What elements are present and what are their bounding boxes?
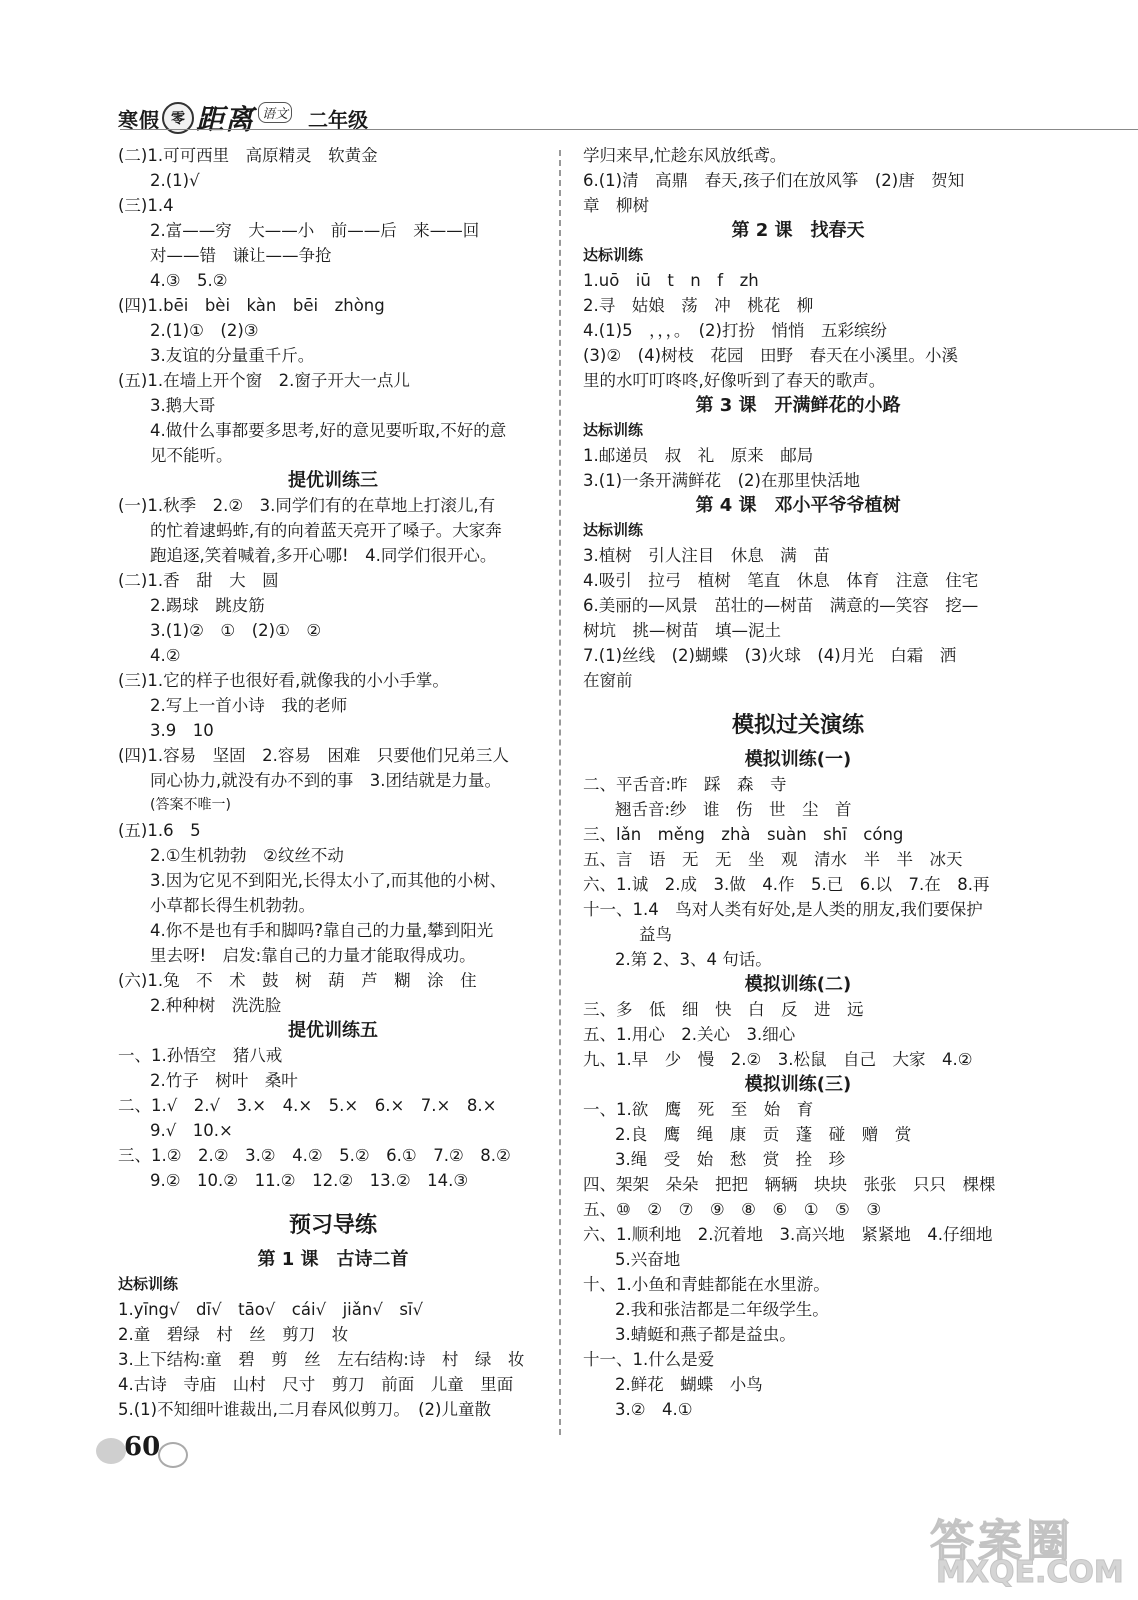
- left-answer-column: [118, 143, 548, 1422]
- book-brand-logo: [118, 98, 368, 138]
- answer-line: (3)② (4)树枝 花园 田野 春天在小溪里。小溪: [583, 346, 959, 365]
- answer-line: (一)1.秋季 2.② 3.同学们有的在草地上打滚儿,有: [118, 496, 496, 515]
- answer-line: 5.兴奋地: [615, 1250, 681, 1269]
- answer-line: 小草都长得生机勃勃。: [150, 896, 315, 915]
- answer-line: 三、lǎn měng zhà suàn shī cóng: [583, 825, 904, 844]
- answer-line: 1.yīng√ dī√ tāo√ cái√ jiǎn√ sī√: [118, 1300, 424, 1319]
- bird-icon: [96, 1438, 126, 1464]
- answer-line: 章 柳树: [583, 196, 649, 215]
- right-answer-column: [583, 143, 1013, 1422]
- answer-line: 1.邮递员 叔 礼 原来 邮局: [583, 446, 814, 465]
- answer-line: 五、言 语 无 无 坐 观 清水 半 半 冰天: [583, 850, 963, 869]
- answer-line: 十、1.小鱼和青蛙都能在水里游。: [583, 1275, 830, 1294]
- subsection-label: 达标训练: [583, 521, 644, 539]
- answer-line: 5.(1)不知细叶谁裁出,二月春风似剪刀。 (2)儿童散: [118, 1400, 491, 1419]
- answer-line: 见不能听。: [150, 446, 233, 465]
- answer-line: 同心协力,就没有办不到的事 3.团结就是力量。: [150, 771, 501, 790]
- answer-line: 3.友谊的分量重千斤。: [150, 346, 315, 365]
- answer-line: 4.吸引 拉弓 植树 笔直 休息 体育 注意 住宅: [583, 571, 979, 590]
- answer-line: 3.蜻蜓和燕子都是益虫。: [615, 1325, 796, 1344]
- spacer: [118, 1193, 548, 1205]
- answer-line: 2.(1)① (2)③: [150, 321, 259, 340]
- watermark-logo: [930, 1505, 1130, 1600]
- answer-line: 跑追逐,笑着喊着,多开心哪! 4.同学们很开心。: [150, 546, 497, 565]
- answer-line: 2.踢球 跳皮筋: [150, 596, 265, 615]
- answer-line: 学归来早,忙趁东风放纸鸢。: [583, 146, 787, 165]
- answer-line: 六、1.诚 2.成 3.做 4.作 5.已 6.以 7.在 8.再: [583, 875, 990, 894]
- answer-line: 2.富——穷 大——小 前——后 来——回: [150, 221, 480, 240]
- answer-line: 三、多 低 细 快 白 反 进 远: [583, 1000, 864, 1019]
- section-heading: 第 3 课 开满鲜花的小路: [695, 395, 901, 416]
- answer-line: 二、平舌音:昨 踩 森 寺: [583, 775, 787, 794]
- answer-line: 益鸟: [639, 925, 672, 944]
- grade-label: 二年级: [308, 107, 369, 132]
- answer-line: 3.(1)一条开满鲜花 (2)在那里快活地: [583, 471, 860, 490]
- answer-line: 3.9 10: [150, 721, 214, 740]
- answer-line: (三)1.它的样子也很好看,就像我的小小手掌。: [118, 671, 449, 690]
- answer-line: (三)1.4: [118, 196, 174, 215]
- answer-line: (六)1.兔 不 术 鼓 树 葫 芦 糊 涂 住: [118, 971, 477, 990]
- answer-line: 2.寻 姑娘 荡 冲 桃花 柳: [583, 296, 814, 315]
- answer-line: 3.植树 引人注目 休息 满 苗: [583, 546, 830, 565]
- answer-line: 翘舌音:纱 谁 伤 世 尘 首: [615, 800, 852, 819]
- answer-line: (四)1.容易 坚固 2.容易 困难 只要他们兄弟三人: [118, 746, 509, 765]
- answer-line: 六、1.顺利地 2.沉着地 3.高兴地 紧紧地 4.仔细地: [583, 1225, 993, 1244]
- brand-subject: 语文: [258, 102, 292, 123]
- answer-line: 4.古诗 寺庙 山村 尺寸 剪刀 前面 儿童 里面: [118, 1375, 514, 1394]
- answer-line: 4.做什么事都要多思考,好的意见要听取,不好的意: [150, 421, 507, 440]
- header-divider: [120, 129, 1138, 130]
- answer-line: 2.鲜花 蝴蝶 小鸟: [615, 1375, 763, 1394]
- answer-line: 一、1.孙悟空 猪八戒: [118, 1046, 283, 1065]
- answer-line: 1.uō iū t n f zh: [583, 271, 759, 290]
- answer-line: 3.鹅大哥: [150, 396, 216, 415]
- section-heading: 提优训练三: [288, 470, 378, 491]
- answer-line: (二)1.可可西里 高原精灵 软黄金: [118, 146, 378, 165]
- answer-line: 2.我和张洁都是二年级学生。: [615, 1300, 829, 1319]
- answer-line: 一、1.欲 鹰 死 至 始 育: [583, 1100, 814, 1119]
- answer-line: 九、1.早 少 慢 2.② 3.松鼠 自己 大家 4.②: [583, 1050, 973, 1069]
- answer-line: 2.①生机勃勃 ②纹丝不动: [150, 846, 344, 865]
- spacer: [583, 693, 1013, 705]
- column-divider: [559, 150, 561, 1435]
- answer-line: 树坑 挑—树苗 填—泥土: [583, 621, 781, 640]
- answer-line: 3.(1)② ① (2)① ②: [150, 621, 322, 640]
- watermark-cn: 答案圈: [930, 1516, 1074, 1567]
- answer-line: (二)1.香 甜 大 圆: [118, 571, 279, 590]
- answer-line: 对——错 谦让——争抢: [150, 246, 332, 265]
- answer-line: 十一、1.什么是爱: [583, 1350, 715, 1369]
- answer-line: 2.良 鹰 绳 康 贡 蓬 碰 赠 赏: [615, 1125, 912, 1144]
- answer-line: (答案不唯一): [150, 797, 231, 813]
- answer-line: 三、1.② 2.② 3.② 4.② 5.② 6.① 7.② 8.②: [118, 1146, 511, 1165]
- answer-line: 6.美丽的—风景 茁壮的—树苗 满意的—笑容 挖—: [583, 596, 979, 615]
- subsection-label: 达标训练: [583, 246, 644, 264]
- answer-line: 二、1.√ 2.√ 3.× 4.× 5.× 6.× 7.× 8.×: [118, 1096, 497, 1115]
- section-heading: 提优训练五: [288, 1020, 378, 1041]
- answer-line: 6.(1)清 高鼎 春天,孩子们在放风筝 (2)唐 贺知: [583, 171, 965, 190]
- answer-line: (四)1.bēi bèi kàn bēi zhòng: [118, 296, 385, 315]
- section-heading: 第 1 课 古诗二首: [257, 1249, 409, 1270]
- answer-line: 四、架架 朵朵 把把 辆辆 块块 张张 只只 棵棵: [583, 1175, 996, 1194]
- answer-line: 3.因为它见不到阳光,长得太小了,而其他的小树、: [150, 871, 507, 890]
- answer-line: 3.上下结构:童 碧 剪 丝 左右结构:诗 村 绿 妆: [118, 1350, 525, 1369]
- brand-part1: 寒假: [118, 107, 160, 132]
- answer-line: 十一、1.4 鸟对人类有好处,是人类的朋友,我们要保护: [583, 900, 983, 919]
- brand-part2: 距离: [196, 103, 255, 136]
- watermark-en: MXQE.COM: [936, 1555, 1124, 1590]
- answer-line: 4.你不是也有手和脚吗?靠自己的力量,攀到阳光: [150, 921, 494, 940]
- answer-line: (五)1.6 5: [118, 821, 201, 840]
- section-heading: 模拟训练(一): [744, 749, 852, 770]
- answer-line: 里去呀! 启发:靠自己的力量才能取得成功。: [150, 946, 476, 965]
- answer-line: 里的水叮叮咚咚,好像听到了春天的歌声。: [583, 371, 886, 390]
- section-heading: 第 2 课 找春天: [731, 220, 865, 241]
- answer-line: 9.√ 10.×: [150, 1121, 233, 1140]
- answer-line: 4.③ 5.②: [150, 271, 228, 290]
- answer-line: 五、1.用心 2.关心 3.细心: [583, 1025, 796, 1044]
- answer-line: 2.第 2、3、4 句话。: [615, 950, 772, 969]
- subsection-label: 达标训练: [118, 1275, 179, 1293]
- answer-line: 3.绳 受 始 愁 赏 拴 珍: [615, 1150, 846, 1169]
- brand-zero-circle: 零: [162, 102, 194, 134]
- answer-line: 3.② 4.①: [615, 1400, 693, 1419]
- answer-line: 7.(1)丝线 (2)蝴蝶 (3)火球 (4)月光 白霜 洒: [583, 646, 957, 665]
- snail-icon: [158, 1442, 188, 1468]
- answer-line: 2.写上一首小诗 我的老师: [150, 696, 348, 715]
- section-heading: 模拟训练(三): [744, 1074, 852, 1095]
- answer-line: 五、⑩ ② ⑦ ⑨ ⑧ ⑥ ① ⑤ ③: [583, 1200, 882, 1219]
- answer-line: 2.童 碧绿 村 丝 剪刀 妆: [118, 1325, 349, 1344]
- answer-line: 的忙着逮蚂蚱,有的向着蓝天亮开了嗓子。大家奔: [150, 521, 502, 540]
- page-number: 60: [124, 1432, 161, 1462]
- subsection-label: 达标训练: [583, 421, 644, 439]
- section-heading: 模拟训练(二): [744, 974, 852, 995]
- page-number-badge: [96, 1432, 192, 1476]
- answer-line: 2.种种树 洗洗脸: [150, 996, 282, 1015]
- answer-line: 2.竹子 树叶 桑叶: [150, 1071, 298, 1090]
- chapter-heading: 模拟过关演练: [731, 713, 864, 738]
- answer-line: 4.②: [150, 646, 181, 665]
- chapter-heading: 预习导练: [288, 1213, 377, 1238]
- section-heading: 第 4 课 邓小平爷爷植树: [695, 495, 901, 516]
- answer-line: (五)1.在墙上开个窗 2.窗子开大一点儿: [118, 371, 410, 390]
- answer-line: 4.(1)5 ，，，。 (2)打扮 悄悄 五彩缤纷: [583, 321, 887, 340]
- answer-line: 2.(1)√: [150, 171, 200, 190]
- answer-line: 9.② 10.② 11.② 12.② 13.② 14.③: [150, 1171, 469, 1190]
- answer-line: 在窗前: [583, 671, 633, 690]
